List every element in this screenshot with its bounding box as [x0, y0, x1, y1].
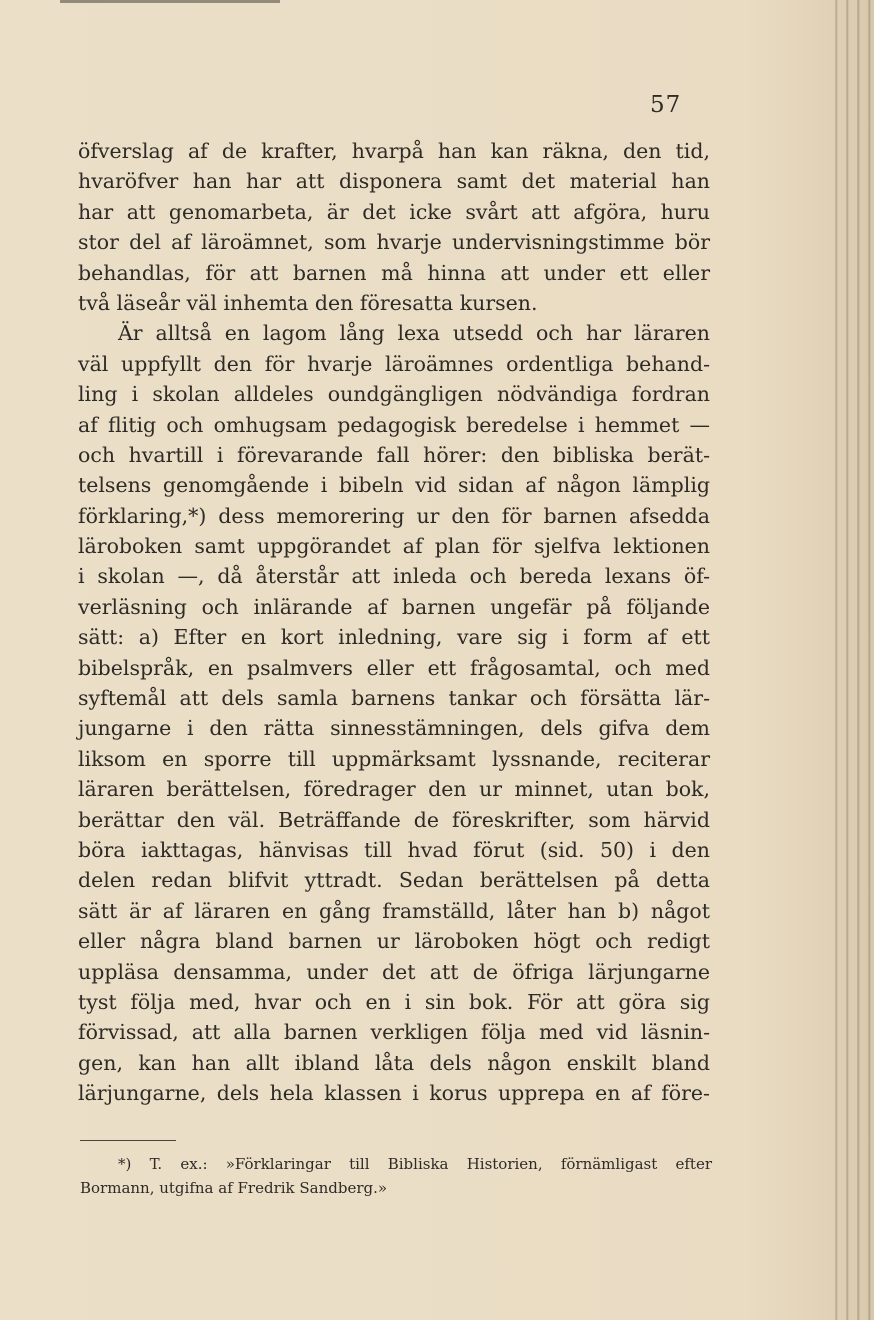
text-line: behandlas, för att barnen må hinna att under ett eller	[78, 260, 710, 285]
text-line: berättar den väl. Beträffande de föreskrifter, som härvid	[78, 807, 710, 832]
text-line: i skolan —, då återstår att inleda och bereda lexans öf-	[78, 564, 710, 589]
footnote-line: *) T. ex.: »Förklaringar till Bibliska Historien, förnämligast efter	[118, 1155, 712, 1173]
text-line: förklaring,*) dess memorering ur den för barnen afsedda	[78, 503, 710, 528]
text-line: öfverslag af de krafter, hvarpå han kan räkna, den tid,	[78, 139, 710, 163]
text-line: af flitig och omhugsam pedagogisk beredelse i hemmet —	[78, 412, 710, 437]
text-line: jungarne i den rätta sinnesstämningen, dels gifva dem	[78, 716, 710, 741]
book-binding-edge	[830, 0, 874, 1320]
text-line: hvaröfver han har att disponera samt det material han	[78, 169, 710, 194]
text-line: och hvartill i förevarande fall hörer: den bibliska berät-	[78, 442, 710, 467]
text-line: syftemål att dels samla barnens tankar och försätta lär-	[78, 686, 710, 711]
text-line: telsens genomgående i bibeln vid sidan af någon lämplig	[78, 473, 710, 498]
text-line: sätt är af läraren en gång framställd, låter han b) något	[78, 898, 710, 923]
text-line: liksom en sporre till uppmärksamt lyssnande, reciterar	[78, 746, 710, 771]
text-line: eller några bland barnen ur läroboken högt och redigt	[78, 929, 710, 954]
text-line: gen, kan han allt ibland låta dels någon enskilt bland	[78, 1050, 710, 1075]
top-edge-rule	[60, 0, 280, 3]
footnote	[80, 1152, 712, 1200]
text-line: verläsning och inlärande af barnen ungefär på följande	[78, 594, 710, 619]
text-line: tyst följa med, hvar och en i sin bok. För att göra sig	[78, 989, 710, 1014]
text-line: Är alltså en lagom lång lexa utsedd och har läraren	[118, 321, 710, 346]
text-line: stor del af läroämnet, som hvarje undervisningstimme bör	[78, 230, 710, 255]
footnote-divider	[80, 1140, 176, 1141]
text-line: lärjungarne, dels hela klassen i korus upprepa en af före-	[78, 1081, 710, 1106]
text-line: läraren berättelsen, föredrager den ur minnet, utan bok,	[78, 777, 710, 802]
page-number: 57	[650, 92, 682, 118]
text-line: har att genomarbeta, är det icke svårt att afgöra, huru	[78, 199, 710, 224]
text-line: förvissad, att alla barnen verkligen följa med vid läsnin-	[78, 1020, 710, 1045]
text-line: två läseår väl inhemta den föresatta kursen.	[78, 290, 538, 315]
text-line: läroboken samt uppgörandet af plan för sjelfva lektionen	[78, 534, 710, 559]
text-line: delen redan blifvit yttradt. Sedan berättelsen på detta	[78, 868, 710, 893]
text-line: uppläsa densamma, under det att de öfriga lärjungarne	[78, 959, 710, 984]
text-line: bibelspråk, en psalmvers eller ett frågosamtal, och med	[78, 655, 710, 680]
text-line: böra iakttagas, hänvisas till hvad förut (sid. 50) i den	[78, 837, 710, 862]
text-line: väl uppfyllt den för hvarje läroämnes ordentliga behand-	[78, 351, 710, 376]
text-line: ling i skolan alldeles oundgängligen nödvändiga fordran	[78, 382, 710, 407]
body-text	[78, 136, 710, 1109]
text-line: sätt: a) Efter en kort inledning, vare sig i form af ett	[78, 625, 710, 650]
footnote-line: Bormann, utgifna af Fredrik Sandberg.»	[80, 1179, 388, 1197]
